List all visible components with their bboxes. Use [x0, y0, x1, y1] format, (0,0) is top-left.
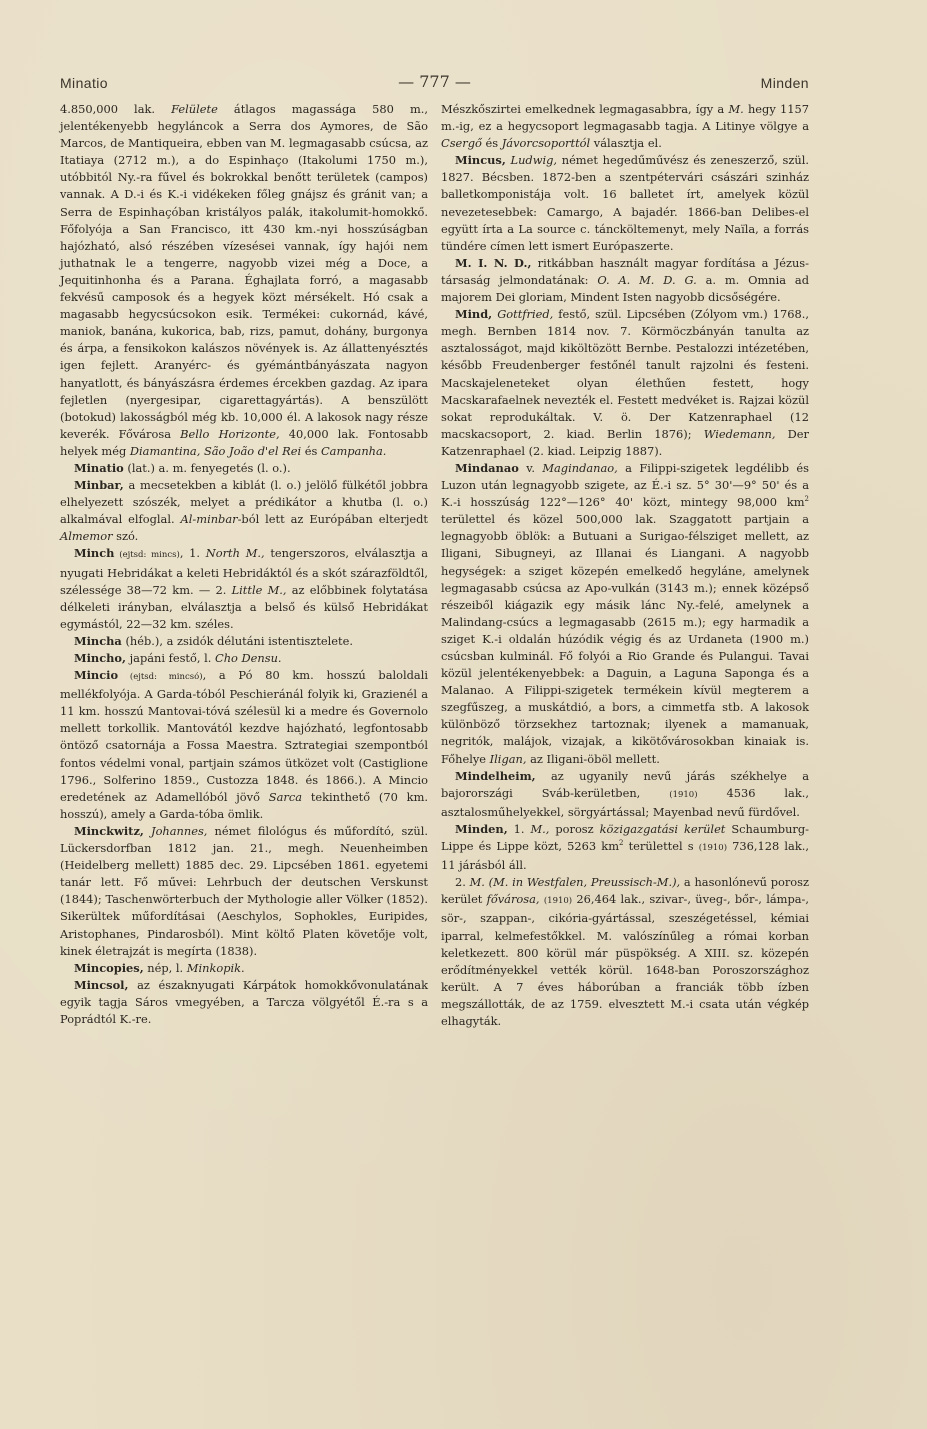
entry-headword: Minatio [74, 460, 124, 475]
entry-text: Wiedemann, [703, 426, 776, 441]
entry-text [144, 824, 151, 838]
entry-text: (1910) [669, 789, 698, 800]
entry-text: v. [518, 460, 543, 475]
entry-text: Campanha. [320, 443, 387, 458]
entry-text: Der Katzenraphael (2. kiad. Leipzig 1887). [441, 426, 809, 458]
entry-text: Felülete [171, 102, 218, 116]
dictionary-entry [60, 545, 428, 632]
dictionary-entry [441, 152, 809, 255]
entry-headword: Minch [74, 546, 115, 561]
entry-headword: M. I. N. D., [455, 255, 532, 270]
entry-text: a hasonlónevű porosz kerület [441, 875, 810, 907]
entry-text: Magindanao, [542, 460, 618, 475]
entry-headword: Minbar, [74, 478, 124, 493]
entry-text: M. (M. in Westfalen, Preussisch-M.), [469, 875, 681, 890]
entry-text: tengerszoros, elválasztja a nyugati Hebridákat a keleti Hebridáktól és a skót szárazföldtől, szélessége 38—72 km. — 2. [60, 546, 428, 597]
entry-text: Minkopik. [186, 960, 245, 975]
entry-text: (ejtsd: mincsó) [118, 672, 203, 683]
header-left-keyword: Minatio [60, 75, 108, 91]
entry-text: ritkábban használt magyar fordítása a Jézus-társaság jelmondatának: [441, 255, 809, 287]
entry-headword: Mind, [455, 307, 493, 322]
entry-text: (1910) [698, 843, 728, 854]
entry-text: és [301, 443, 321, 458]
right-column [441, 101, 809, 1030]
dictionary-entry [441, 460, 809, 768]
entry-text: nép, l. [143, 960, 187, 975]
entry-text: M. [728, 102, 744, 116]
entry-text: O. A. M. D. G. [597, 272, 697, 287]
entry-text: Little M., [231, 582, 287, 597]
dictionary-entry [441, 101, 809, 152]
entry-text: -ból lett az Európában elterjedt [237, 512, 429, 527]
entry-text: (1910) [543, 896, 573, 907]
dictionary-entry [60, 633, 428, 650]
entry-text: a Filippi-szigetek legdélibb és Luzon után legnagyobb szigete, az É.-i sz. 5° 30'—9° 50' és a K.-i hosszúság 122°—126° 40' közt, mintegy 98,000 km [441, 460, 809, 510]
entry-text: Cho Densu. [215, 651, 282, 665]
entry-text: , a Pó 80 km. hosszú baloldali mellékfolyója. A Garda-tóból Peschieránál folyik ki, Grazienél a 11 km. hosszú Mantovai-tóvá szélesül ki a medre és Governolo mellett torkollik. Mantovától kezdve hajózható, legfontosabb öntöző csatornája a Fossa Maestra. Sztrategiai szempontból fontos védelmi vonal, partjain számos ütközet volt (Castiglione 1796., Solferino 1859., Custozza 1848. és 1866.). A Mincio eredetének az Adamellóból jövő [60, 668, 428, 804]
page-number: — 777 — [398, 72, 471, 91]
entry-text: 26,464 lak., szivar-, üveg-, bőr-, lámpa-, sör-, szappan-, cikória-gyártással, szeszégetéssel, kémiai iparral, kelmefestőkkel. M. valószínűleg a római korban keletkezett. 800 körül már püspökség. A XIII. sz. közepén erődítményekkel vették körül. 1648-ban Poroszországhoz került. A 7 éves háborúban a franciák több ízben megszállották, de az 1759. elvesztett M.-i csata után végkép elhagyták. [441, 892, 809, 1028]
entry-text: 40,000 lak. Fontosabb helyek még [60, 426, 429, 458]
page-header [60, 72, 809, 94]
entry-text: Almemor [60, 529, 113, 544]
entry-headword: Minckwitz, [74, 823, 144, 838]
entry-text: (lat.) a. m. fenyegetés (l. o.). [123, 460, 291, 475]
entry-text: területtel s [623, 839, 699, 854]
entry-headword: Minden, [455, 821, 508, 836]
entry-text: Gottfried, [497, 307, 554, 322]
entry-headword: Mincopies, [74, 960, 144, 975]
entry-text: területtel és közel 500,000 lak. Szaggatott partjain a legnagyobb öblök: a Butuani a Surigao-félsziget mellett, az Iligani, Sibugneyi, az Illanai és Liangani. A nagyobb hegységek: a sziget közepén emelkedő hegyláne, amelynek legmagasabb csúcsa az Apo-vulkán (3143 m.); ennek középső részeiből kiágazik egy másik lánc Ny.-felé, amelynek a Malindang-csúcs a legmagasabb (2615 m.); egy harmadik a sziget K.-i oldalán húzódik végig és az Urdaneta (1900 m.) csúcsban kulminál. Fő folyói a Rio Grande és Pulangui. Tavai közül jelentékenyebbek: a Daguin, a Laguna Saponga és a Malanao. A Filippi-szigetek termékein kívül megterem a szegfűszeg, a muskátdió, a bors, a cimmetfa stb. A lakosok különböző törzsekhez tartoznak; ilyenek a mamanuak, negritók, malájok, vizajak, a kikötővárosokban kinaiak is. Főhelye [441, 512, 809, 766]
entry-headword: Mincus, [455, 153, 506, 168]
dictionary-entry [441, 306, 809, 460]
entry-text: 2 [619, 839, 624, 848]
entry-text: Csergő [441, 136, 482, 151]
entry-text: Diamantina, São João d'el Rei [129, 443, 302, 458]
dictionary-entry [60, 960, 428, 977]
entry-text: North M., [205, 546, 265, 561]
dictionary-entry [60, 667, 428, 823]
entry-text: 2 [804, 495, 809, 504]
header-right-keyword: Minden [760, 75, 809, 91]
entry-text: Al-minbar [180, 512, 238, 527]
entry-text: 4.850,000 lak. [60, 102, 172, 116]
entry-text: választja el. [590, 136, 662, 151]
dictionary-entry [60, 823, 428, 960]
entry-text: az előbbinek folytatása délkeleti irányban, elválasztja a belső és külső Hebridákat egymástól, 22—32 km. széles. [60, 582, 428, 631]
entry-text: tekinthető (70 km. hosszú), amely a Garda-tóba ömlik. [60, 789, 428, 821]
entry-text: Ludwig, [510, 153, 558, 168]
entry-text: szó. [112, 529, 139, 544]
entry-text: a. m. Omnia ad majorem Dei gloriam, Mindent Isten nagyobb dicsőségére. [441, 272, 809, 305]
entry-text: 736,128 lak., 11 járásból áll. [441, 839, 809, 873]
entry-text: 2. [455, 875, 470, 890]
entry-text: 4536 lak., asztalosműhelyekkel, sörgyártással; Mayenbad nevű fürdővel. [441, 785, 809, 819]
entry-text: a mecsetekben a kiblát (l. o.) jelölő fülkétől jobbra elhelyezett szószék, melyet a prédikátor a khutba (l. o.) alkalmával elfoglal. [60, 478, 428, 527]
dictionary-entry [60, 460, 428, 477]
entry-headword: Mincho, [74, 651, 126, 665]
entry-text: M., [530, 821, 550, 836]
entry-headword: Mincha [74, 633, 122, 648]
entry-text: Bello Horizonte, [180, 426, 280, 441]
entry-headword: Mindanao [455, 460, 519, 475]
entry-text: hegy 1157 m.-ig, ez a hegycsoport legmagasabb tagja. A Litinye völgye a [441, 102, 809, 134]
entry-text: Mészkőszirtei emelkednek legmagasabbra, így a [441, 102, 729, 116]
entry-text: 1. [507, 821, 531, 836]
entry-text: és [481, 136, 502, 151]
entry-text: Johannes, [151, 823, 208, 838]
entry-text: Schaumburg-Lippe és Lippe közt, 5263 km [441, 821, 810, 854]
entry-text: német filológus és műfordító, szül. Lückersdorfban 1812 jan. 21., megh. Neuenheimben (Heidelberg mellett) 1885 dec. 29. Lipcsében 1861. egyetemi tanár lett. Fő művei: Lehrbuch der deutschen Verskunst (1844); Taschenwörterbuch der Mythologie aller Völker (1852). Sikerültek műfordításai (Aeschylos, Sophokles, Euripides, Aristophanes, Pindarosból). Mint költő Platen követője volt, kinek életrajzát is megírta (1838). [60, 823, 428, 958]
entry-text: az ugyanily nevű járás székhelye a bajorországi Sváb-kerületben, [441, 768, 809, 800]
dictionary-entry [60, 477, 428, 545]
entry-text: átlagos magassága 580 m., jelentékenyebb hegyláncok a Serra dos Aymores, de São Marcos, de Mantiqueira, ebben van M. legmagasabb csúcsa, az Itatiaya (2712 m.), a do Espinhaço (Itakolumi 1750 m.), utóbbitól Ny.-ra fűvel és bokrokkal benőtt területek (campos) vannak. A D.-i és K.-i vidékeken főleg gnájsz és gránit van; a Serra de Espinhaçóban kristályos palák, itakolumit-homokkő. Főfolyója a San Francisco, itt 430 km.-nyi hosszúságban hajózható, alsó részében vízesései vannak, így hajói nem juthatnak le a tengerre, nagyobb vizei még a Doce, a Jequitinhonha és a Parana. Éghajlata forró, a magasabb fekvésű camposok és a hegyek közt mérsékelt. Hó csak a magasabb hegycsúcsokon esik. Termékei: cukornád, kávé, maniok, banána, kukorica, bab, rizs, pamut, dohány, burgonya és árpa, a fensikokon kalászos növények is. Az állattenyésztés igen fejlett. Aranyérc- és gyémántbányászata nagyon hanyatlott, és bányászásra érdemes ércekben gazdag. Az ipara fejletlen (nyergesipar, cigarettagyártás). A benszülött (botokud) lakosságból még kb. 10,000 él. A lakosok nagy része keverék. Fővárosa [60, 102, 428, 441]
entry-text: Iligan, [489, 751, 527, 766]
dictionary-entry [60, 650, 428, 667]
entry-headword: Mincio [74, 668, 119, 683]
left-column [60, 101, 428, 1028]
dictionary-entry [441, 821, 809, 874]
entry-text: német hegedűművész és zeneszerző, szül. 1827. Bécsben. 1872-ben a szentpétervári császári szinház balletkomponistája volt. 16 balletet írt, amelyek közül nevezetesebbek: Camargo, A bajadér. 1866-ban Delibes-el együtt írta a La source c. táncköltemenyt, mely Naïla, a forrás tündére címen lett ismert Európaszerte. [441, 153, 809, 253]
entry-text: az északnyugati Kárpátok homokkővonulatának egyik tagja Sáros vmegyében, a Tarcza völgyétől É.-ra s a Poprádtól K.-re. [60, 977, 428, 1026]
entry-text: fővárosa, [486, 892, 540, 907]
entry-text: japáni festő, l. [126, 651, 215, 665]
entry-text: festő, szül. Lipcsében (Zólyom vm.) 1768., megh. Bernben 1814 nov. 7. Körmöczbányán tanulta az asztalosságot, majd kiköltözött Bernbe. Pestalozzi intézetében, később Freudenberger festőnél tanult rajzolni és festeni. Macskajeleneteket olyan élethűen festett, hogy Macskarafaelnek nevezték el. Festett medvéket is. Rajzai közül sokat reprodukáltak. V. ö. Der Katzenraphael (12 macskacsoport, 2. kiad. Berlin 1876); [441, 307, 809, 441]
entry-headword: Mindelheim, [455, 768, 536, 783]
entry-text: Jávorcsoporttól [501, 136, 591, 151]
entry-text: (ejtsd: mincs) [114, 550, 180, 561]
entry-text: Sarca [268, 789, 302, 804]
dictionary-entry [60, 977, 428, 1028]
entry-text: , 1. [179, 546, 206, 561]
entry-text: (héb.), a zsidók délutáni istentisztelete. [121, 633, 353, 648]
dictionary-entry [441, 874, 809, 1030]
entry-headword: Mincsol, [74, 977, 129, 992]
dictionary-entry [441, 255, 809, 306]
dictionary-entry [441, 768, 809, 821]
entry-text: közigazgatási kerület [599, 821, 726, 836]
dictionary-entry [60, 101, 428, 460]
entry-text: porosz [549, 821, 600, 836]
entry-text: az Iligani-öböl mellett. [526, 751, 660, 766]
